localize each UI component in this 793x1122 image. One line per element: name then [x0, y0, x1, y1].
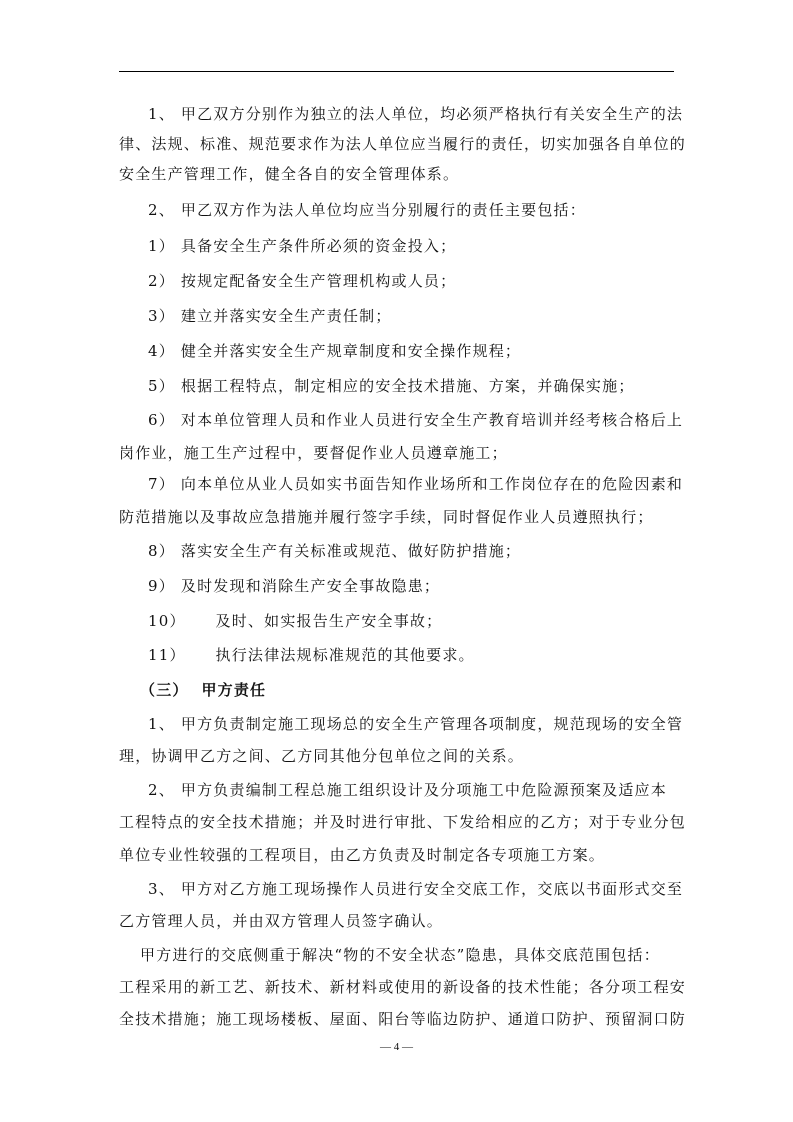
- party-a-2-line-2: 工程特点的安全技术措施；并及时进行审批、下发给相应的乙方；对于专业分包: [119, 813, 687, 831]
- item-3: 3） 建立并落实安全生产责任制；: [148, 307, 392, 325]
- item-2: 2） 按规定配备安全生产管理机构或人员；: [148, 272, 457, 290]
- item-9: 9） 及时发现和消除生产安全事故隐患；: [148, 577, 441, 595]
- briefing-line-1: 甲方进行的交底侧重于解决“物的不安全状态”隐患，具体交底范围包括：: [140, 946, 660, 964]
- para-1-line-3: 安全生产管理工作，健全各自的安全管理体系。: [119, 165, 460, 183]
- item-7-line-2: 防范措施以及事故应急措施并履行签字手续，同时督促作业人员遵照执行；: [119, 508, 654, 526]
- party-a-2-line-3: 单位专业性较强的工程项目，由乙方负责及时制定各专项施工方案。: [119, 846, 606, 864]
- para-2: 2、 甲乙双方作为法人单位均应当分别履行的责任主要包括：: [148, 201, 586, 219]
- party-a-1-line-1: 1、 甲方负责制定施工现场总的安全生产管理各项制度，规范现场的安全管: [148, 715, 684, 733]
- item-6-line-1: 6） 对本单位管理人员和作业人员进行安全生产教育培训并经考核合格后上: [148, 411, 684, 429]
- page-number: — 4 —: [380, 1041, 413, 1053]
- item-1: 1） 具备安全生产条件所必须的资金投入；: [148, 237, 457, 255]
- party-a-3-line-2: 乙方管理人员，并由双方管理人员签字确认。: [119, 912, 444, 930]
- item-10: 10） 及时、如实报告生产安全事故；: [148, 612, 443, 630]
- header-rule: [119, 71, 674, 72]
- party-a-2-line-1: 2、 甲方负责编制工程总施工组织设计及分项施工中危险源预案及适应本: [148, 781, 667, 799]
- item-8: 8） 落实安全生产有关标准或规范、做好防护措施；: [148, 542, 522, 560]
- briefing-line-3: 全技术措施；施工现场楼板、屋面、阳台等临边防护、通道口防护、预留洞口防: [119, 1010, 687, 1028]
- party-a-3-line-1: 3、 甲方对乙方施工现场操作人员进行安全交底工作，交底以书面形式交至: [148, 880, 684, 898]
- item-11: 11） 执行法律法规标准规范的其他要求。: [148, 646, 475, 664]
- party-a-1-line-2: 理，协调甲乙方之间、乙方同其他分包单位之间的关系。: [119, 747, 525, 765]
- section-heading-party-a-responsibility: （三） 甲方责任: [140, 681, 267, 699]
- para-1-line-2: 律、法规、标准、规范要求作为法人单位应当履行的责任，切实加强各自单位的: [119, 135, 687, 153]
- item-7-line-1: 7） 向本单位从业人员如实书面告知作业场所和工作岗位存在的危险因素和: [148, 475, 684, 493]
- para-1-line-1: 1、 甲乙双方分别作为独立的法人单位，均必须严格执行有关安全生产的法: [148, 105, 684, 123]
- item-5: 5） 根据工程特点，制定相应的安全技术措施、方案，并确保实施；: [148, 377, 635, 395]
- item-4: 4） 健全并落实安全生产规章制度和安全操作规程；: [148, 342, 522, 360]
- item-6-line-2: 岗作业，施工生产过程中，要督促作业人员遵章施工；: [119, 444, 508, 462]
- briefing-line-2: 工程采用的新工艺、新技术、新材料或使用的新设备的技术性能；各分项工程安: [119, 978, 687, 996]
